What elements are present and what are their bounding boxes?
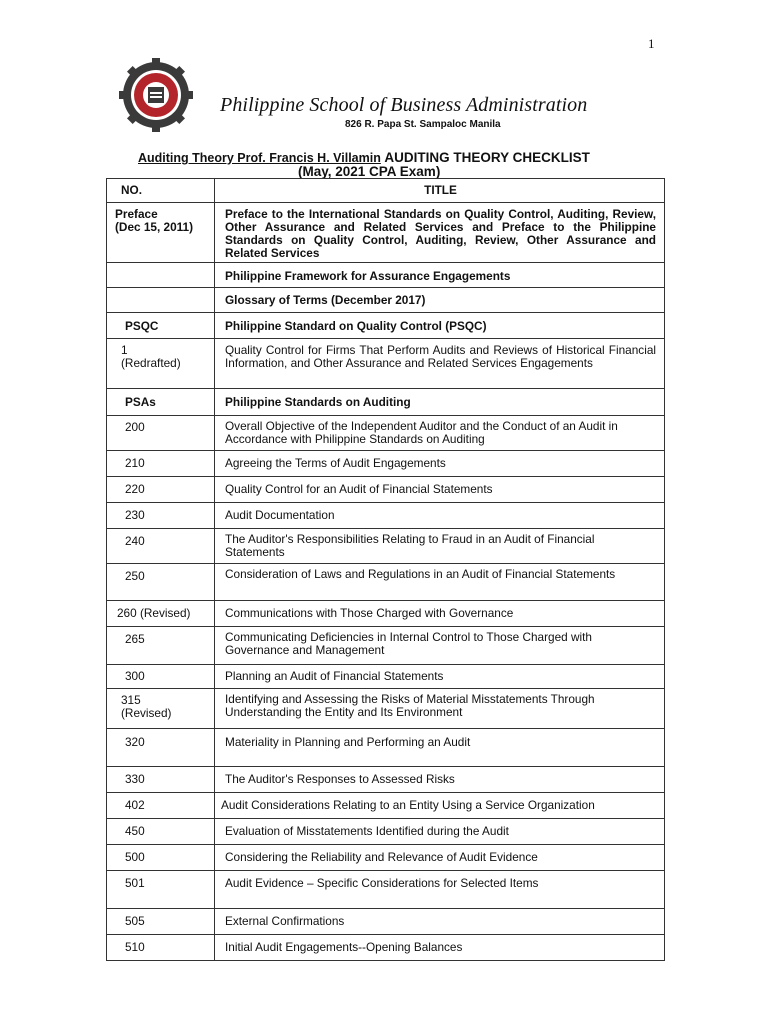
row-no: 1 (Redrafted) — [107, 339, 215, 389]
standards-table — [106, 178, 665, 961]
table-row — [107, 288, 665, 313]
checklist-title: AUDITING THEORY CHECKLIST — [384, 150, 590, 165]
table-row — [107, 729, 665, 767]
table-row — [107, 339, 665, 389]
row-title: Quality Control for an Audit of Financial Statements — [215, 477, 665, 503]
row-title: Communicating Deficiencies in Internal Control to Those Charged with Governance and Management — [215, 627, 665, 665]
row-no: PSQC — [107, 313, 215, 339]
row-no: 265 — [107, 627, 215, 665]
school-name: Philippine School of Business Administration — [220, 94, 588, 116]
page-number: 1 — [648, 36, 655, 51]
row-no: 320 — [107, 729, 215, 767]
table-row — [107, 627, 665, 665]
row-title: Materiality in Planning and Performing an Audit — [215, 729, 665, 767]
table-row — [107, 564, 665, 601]
table-row — [107, 451, 665, 477]
row-no: 210 — [107, 451, 215, 477]
table-row — [107, 313, 665, 339]
row-no: 510 — [107, 935, 215, 961]
row-title: Audit Evidence – Specific Considerations for Selected Items — [215, 871, 665, 909]
row-title: Evaluation of Misstatements Identified during the Audit — [215, 819, 665, 845]
row-no: 450 — [107, 819, 215, 845]
row-no — [107, 263, 215, 288]
table-row — [107, 871, 665, 909]
row-no: 200 — [107, 416, 215, 451]
table-row — [107, 845, 665, 871]
row-no: 402 — [107, 793, 215, 819]
course-instructor: Auditing Theory Prof. Francis H. Villamin — [138, 151, 381, 165]
table-row — [107, 529, 665, 564]
row-title: Audit Documentation — [215, 503, 665, 529]
row-no: 240 — [107, 529, 215, 564]
table-row — [107, 503, 665, 529]
table-row — [107, 203, 665, 263]
row-title: Philippine Standards on Auditing — [215, 389, 665, 416]
row-no: 300 — [107, 665, 215, 689]
row-no: PSAs — [107, 389, 215, 416]
table-row — [107, 819, 665, 845]
row-title: Planning an Audit of Financial Statements — [215, 665, 665, 689]
row-title: Initial Audit Engagements--Opening Balances — [215, 935, 665, 961]
row-no: 330 — [107, 767, 215, 793]
row-no: 230 — [107, 503, 215, 529]
row-title: Communications with Those Charged with Governance — [215, 601, 665, 627]
row-no: 315 (Revised) — [107, 689, 215, 729]
table-row — [107, 935, 665, 961]
table-header-row — [107, 179, 665, 203]
row-no: 501 — [107, 871, 215, 909]
table-row — [107, 793, 665, 819]
column-header-no: NO. — [107, 179, 215, 203]
row-no — [107, 288, 215, 313]
row-no: 250 — [107, 564, 215, 601]
row-no: 505 — [107, 909, 215, 935]
school-seal-logo — [118, 57, 194, 133]
table-row — [107, 767, 665, 793]
row-title: Consideration of Laws and Regulations in an Audit of Financial Statements — [215, 564, 665, 601]
row-title: Agreeing the Terms of Audit Engagements — [215, 451, 665, 477]
table-row — [107, 665, 665, 689]
column-header-title: TITLE — [215, 179, 665, 203]
row-no: 220 — [107, 477, 215, 503]
row-title: Glossary of Terms (December 2017) — [215, 288, 665, 313]
row-title: Audit Considerations Relating to an Entity Using a Service Organization — [215, 793, 665, 819]
row-no: Preface (Dec 15, 2011) — [107, 203, 215, 263]
row-title: Considering the Reliability and Relevance of Audit Evidence — [215, 845, 665, 871]
row-no: 500 — [107, 845, 215, 871]
row-title: Identifying and Assessing the Risks of Material Misstatements Through Understanding the Entity and Its Environment — [215, 689, 665, 729]
row-title: The Auditor's Responses to Assessed Risks — [215, 767, 665, 793]
table-row — [107, 601, 665, 627]
row-title: Preface to the International Standards on Quality Control, Auditing, Review, Other Assurance and Related Services and Preface to the Philippine Standards on Quality Control, Auditing, Review, Other Assurance and Related Services — [215, 203, 665, 263]
table-row — [107, 689, 665, 729]
subject-line — [138, 150, 590, 165]
row-no: 260 (Revised) — [107, 601, 215, 627]
table-row — [107, 416, 665, 451]
row-title: Overall Objective of the Independent Auditor and the Conduct of an Audit in Accordance with Philippine Standards on Auditing — [215, 416, 665, 451]
row-title: Philippine Standard on Quality Control (PSQC) — [215, 313, 665, 339]
table-row — [107, 909, 665, 935]
row-title: Philippine Framework for Assurance Engagements — [215, 263, 665, 288]
row-title: External Confirmations — [215, 909, 665, 935]
exam-date: (May, 2021 CPA Exam) — [298, 164, 441, 179]
table-row — [107, 263, 665, 288]
table-row — [107, 477, 665, 503]
row-title: The Auditor's Responsibilities Relating to Fraud in an Audit of Financial Statements — [215, 529, 665, 564]
school-address: 826 R. Papa St. Sampaloc Manila — [345, 119, 501, 130]
table-row — [107, 389, 665, 416]
row-title: Quality Control for Firms That Perform Audits and Reviews of Historical Financial Information, and Other Assurance and Related Services Engagements — [215, 339, 665, 389]
